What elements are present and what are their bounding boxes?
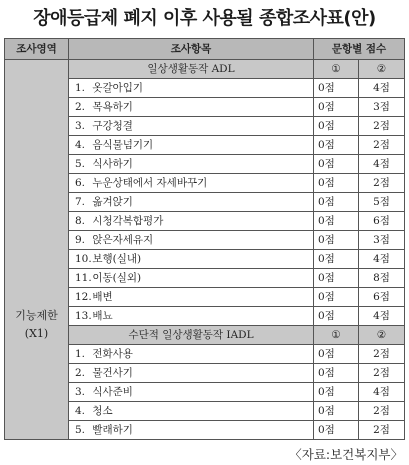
adl-section-title: 일상생활동작 ADL	[69, 60, 314, 79]
item-number: 3.	[75, 120, 86, 132]
item-name: 빨래하기	[92, 424, 133, 436]
item-name: 이동(실외)	[92, 272, 142, 284]
item-number: 2.	[75, 101, 86, 113]
score-2-cell: 4점	[359, 307, 405, 326]
area-header: 조사영역	[5, 39, 69, 60]
score-2-cell: 2점	[359, 136, 405, 155]
item-name: 누운상태에서 자세바꾸기	[92, 177, 208, 189]
score-2-cell: 2점	[359, 345, 405, 364]
assessment-table	[4, 38, 405, 440]
adl-item-cell	[69, 155, 314, 174]
item-number: 12.	[75, 291, 92, 303]
score-2-cell: 8점	[359, 269, 405, 288]
area-label: 기능제한 (X1)	[15, 308, 58, 340]
adl-col1-marker: ①	[314, 60, 359, 79]
item-name: 물건사기	[92, 367, 133, 379]
item-name: 목욕하기	[92, 101, 133, 113]
adl-item-cell	[69, 250, 314, 269]
score-1-cell: 0점	[314, 98, 359, 117]
adl-item-cell	[69, 231, 314, 250]
item-name: 옷갈아입기	[92, 82, 144, 94]
score-2-cell: 2점	[359, 174, 405, 193]
score-2-cell: 6점	[359, 212, 405, 231]
page-title: 장애등급제 폐지 이후 사용될 종합조사표(안)	[33, 8, 376, 29]
adl-item-cell	[69, 117, 314, 136]
score-2-cell: 6점	[359, 288, 405, 307]
header-row	[5, 39, 405, 60]
item-name: 식사하기	[92, 158, 133, 170]
iadl-col1-marker: ①	[314, 326, 359, 345]
score-2-cell: 2점	[359, 117, 405, 136]
item-number: 5.	[75, 424, 86, 436]
area-cell	[5, 60, 69, 440]
score-1-cell: 0점	[314, 345, 359, 364]
item-number: 9.	[75, 234, 86, 246]
item-name: 음식물넘기기	[92, 139, 154, 151]
iadl-item-cell	[69, 383, 314, 402]
score-1-cell: 0점	[314, 193, 359, 212]
score-2-cell: 2점	[359, 421, 405, 440]
score-2-cell: 3점	[359, 231, 405, 250]
score-1-cell: 0점	[314, 79, 359, 98]
item-name: 시청각복합평가	[92, 215, 164, 227]
score-1-cell: 0점	[314, 174, 359, 193]
score-1-cell: 0점	[314, 212, 359, 231]
adl-item-cell	[69, 307, 314, 326]
item-number: 4.	[75, 139, 86, 151]
iadl-item-cell	[69, 345, 314, 364]
item-number: 2.	[75, 367, 86, 379]
item-number: 3.	[75, 386, 86, 398]
score-2-cell: 2점	[359, 364, 405, 383]
score-1-cell: 0점	[314, 288, 359, 307]
iadl-section-title: 수단적 일상생활동작 IADL	[69, 326, 314, 345]
item-number: 11.	[75, 272, 92, 284]
adl-item-cell	[69, 174, 314, 193]
item-number: 6.	[75, 177, 86, 189]
item-number: 10.	[75, 253, 92, 265]
adl-item-cell	[69, 288, 314, 307]
adl-item-cell	[69, 193, 314, 212]
adl-col2-marker: ②	[359, 60, 405, 79]
item-name: 앉은자세유지	[92, 234, 154, 246]
item-name: 구강청결	[92, 120, 133, 132]
item-name: 전화사용	[92, 348, 133, 360]
score-2-cell: 4점	[359, 79, 405, 98]
score-2-cell: 4점	[359, 383, 405, 402]
score-2-cell: 2점	[359, 402, 405, 421]
score-1-cell: 0점	[314, 383, 359, 402]
score-2-cell: 3점	[359, 98, 405, 117]
score-1-cell: 0점	[314, 231, 359, 250]
item-number: 1.	[75, 348, 86, 360]
score-1-cell: 0점	[314, 250, 359, 269]
item-number: 4.	[75, 405, 86, 417]
item-name: 청소	[92, 405, 113, 417]
score-1-cell: 0점	[314, 136, 359, 155]
score-2-cell: 4점	[359, 250, 405, 269]
score-1-cell: 0점	[314, 421, 359, 440]
item-name: 식사준비	[92, 386, 133, 398]
score-2-cell: 4점	[359, 155, 405, 174]
source-caption: 〈자료:보건복지부〉	[289, 447, 403, 462]
item-name: 옮겨앉기	[92, 196, 133, 208]
adl-item-cell	[69, 136, 314, 155]
item-number: 7.	[75, 196, 86, 208]
iadl-item-cell	[69, 364, 314, 383]
score-1-cell: 0점	[314, 117, 359, 136]
item-number: 8.	[75, 215, 86, 227]
score-1-cell: 0점	[314, 307, 359, 326]
score-1-cell: 0점	[314, 402, 359, 421]
item-name: 배변	[92, 291, 113, 303]
adl-section-row	[5, 60, 405, 79]
score-1-cell: 0점	[314, 364, 359, 383]
adl-item-cell	[69, 212, 314, 231]
iadl-item-cell	[69, 421, 314, 440]
score-1-cell: 0점	[314, 269, 359, 288]
item-header: 조사항목	[69, 39, 314, 60]
score-2-cell: 5점	[359, 193, 405, 212]
iadl-item-cell	[69, 402, 314, 421]
item-number: 5.	[75, 158, 86, 170]
score-header: 문항별 점수	[314, 39, 405, 60]
item-number: 1.	[75, 82, 86, 94]
iadl-col2-marker: ②	[359, 326, 405, 345]
item-number: 13.	[75, 310, 92, 322]
adl-item-cell	[69, 98, 314, 117]
adl-item-cell	[69, 79, 314, 98]
item-name: 보행(실내)	[92, 253, 142, 265]
item-name: 배뇨	[92, 310, 113, 322]
adl-item-cell	[69, 269, 314, 288]
score-1-cell: 0점	[314, 155, 359, 174]
